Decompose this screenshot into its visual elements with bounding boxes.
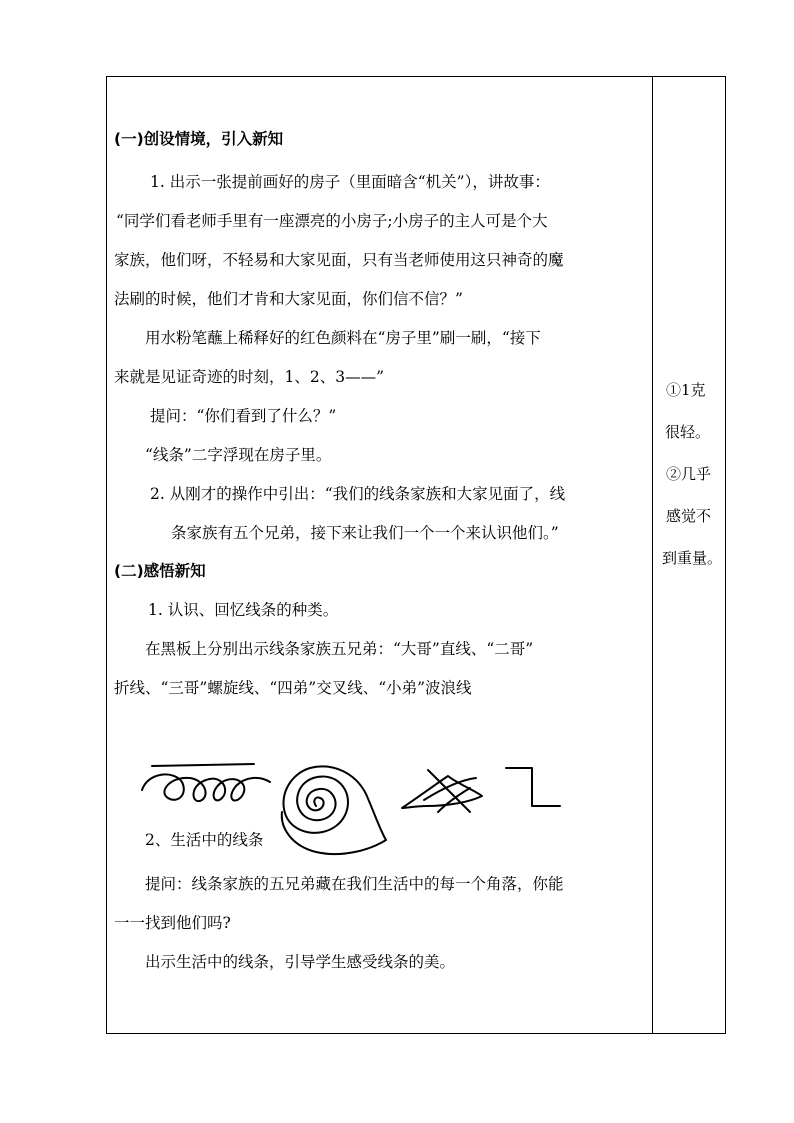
show-text: 出示生活中的线条，引导学生感受线条的美。 [145, 953, 456, 971]
fold-line-drawing [506, 768, 560, 806]
side-note-line-2: 很轻。 [665, 423, 711, 441]
story-line-2: 家族，他们呀，不轻易和大家见面，只有当老师使用这只神奇的魔 [114, 251, 564, 269]
cross-line-drawing [402, 770, 482, 812]
board-line-1: 在黑板上分别出示线条家族五兄弟：“大哥”直线、“二哥” [145, 640, 534, 658]
section2-item1: 1. 认识、回忆线条的种类。 [148, 601, 339, 619]
item1-text: 1. 出示一张提前画好的房子（里面暗含“机关”），讲故事： [150, 173, 550, 191]
section2-heading: (二)感悟新知 [114, 562, 206, 580]
straight-line-drawing [152, 764, 254, 766]
line-types-sketch [130, 754, 570, 874]
story-line-1: “同学们看老师手里有一座漂亮的小房子;小房子的主人可是个大 [116, 212, 548, 230]
question-text: 提问：“你们看到了什么？” [150, 407, 337, 425]
side-note-line-4: 感觉不 [666, 507, 712, 525]
item2-line-1: 2. 从刚才的操作中引出：“我们的线条家族和大家见面了，线 [150, 485, 566, 503]
section2-item2: 2、生活中的线条 [145, 831, 264, 849]
column-divider [652, 76, 653, 1034]
item2-line-2: 条家族有五个兄弟，接下来让我们一个一个来认识他们。” [171, 524, 559, 542]
board-line-2: 折线、“三哥”螺旋线、“四弟”交叉线、“小弟”波浪线 [114, 679, 472, 697]
side-note-line-5: 到重量。 [662, 549, 723, 567]
side-notes [660, 380, 722, 568]
spiral-line-drawing [282, 766, 386, 854]
ask-line-1: 提问：线条家族的五兄弟藏在我们生活中的每一个角落，你能 [145, 875, 564, 893]
side-note-line-3: ②几乎 [666, 465, 712, 483]
section1-heading: (一)创设情境，引入新知 [114, 130, 284, 148]
action-line-1: 用水粉笔蘸上稀释好的红色颜料在“房子里”刷一刷，“接下 [145, 329, 541, 347]
side-note-line-1: ①1克 [666, 381, 706, 399]
ask-line-2: 一一找到他们吗? [114, 914, 231, 932]
action-line-2: 来就是见证奇迹的时刻，1、2、3——” [114, 368, 385, 386]
wavy-line-drawing [142, 774, 270, 801]
story-line-3: 法刷的时候，他们才肯和大家见面，你们信不信？” [114, 290, 463, 308]
answer-text: “线条”二字浮现在房子里。 [145, 446, 332, 464]
